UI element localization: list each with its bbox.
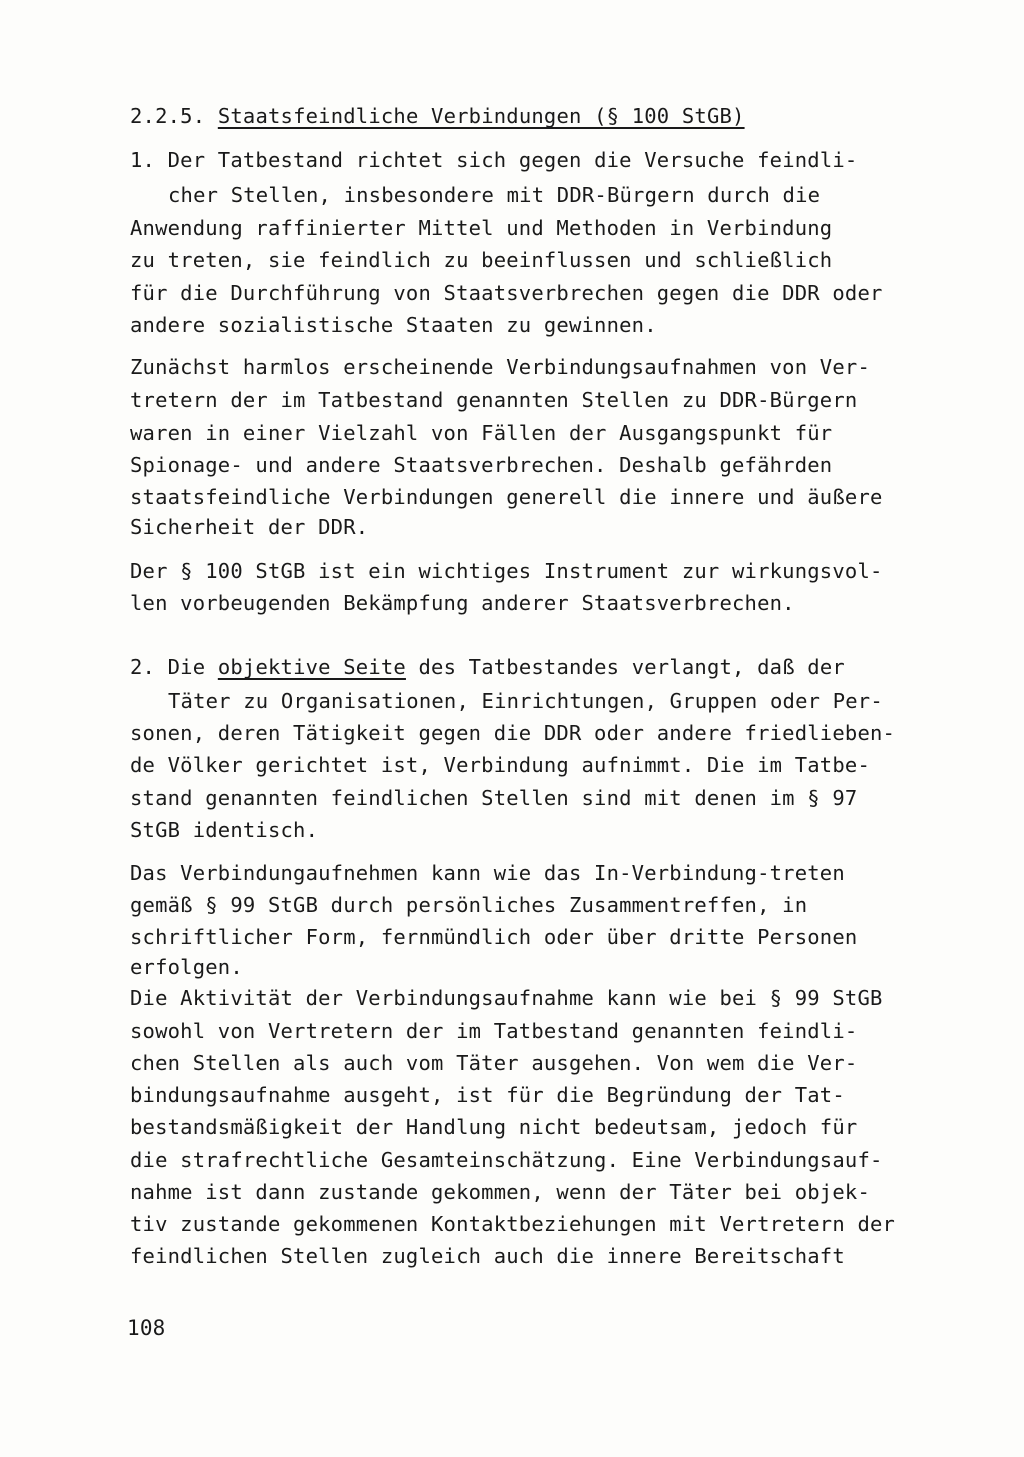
p4-line-4: de Völker gerichtet ist, Verbindung aufnimmt. Die im Tatbe- bbox=[130, 753, 870, 777]
emphasis-objektive-seite: objektive Seite bbox=[217, 655, 406, 679]
p1-line-5: für die Durchführung von Staatsverbrechen gegen die DDR oder bbox=[130, 281, 883, 305]
p5-line-4: erfolgen. bbox=[130, 955, 243, 979]
p3-line-1: Der § 100 StGB ist ein wichtiges Instrument zur wirkungsvol- bbox=[130, 559, 883, 583]
p1-line-4: zu treten, sie feindlich zu beeinflussen und schließlich bbox=[130, 248, 833, 272]
p4-line-3: sonen, deren Tätigkeit gegen die DDR oder andere friedlieben- bbox=[130, 721, 896, 745]
p2-line-6: Sicherheit der DDR. bbox=[130, 515, 369, 539]
p4-line-5: stand genannten feindlichen Stellen sind mit denen im § 97 bbox=[130, 786, 858, 810]
p5-line-3: schriftlicher Form, fernmündlich oder über dritte Personen bbox=[130, 925, 858, 949]
p4-line-1: 2. Die objektive Seite des Tatbestandes verlangt, daß der bbox=[130, 655, 845, 679]
p6-line-6: die strafrechtliche Gesamteinschätzung. Eine Verbindungsauf- bbox=[130, 1148, 883, 1172]
p6-line-2: sowohl von Vertretern der im Tatbestand genannten feindli- bbox=[130, 1019, 858, 1043]
p6-line-7: nahme ist dann zustande gekommen, wenn der Täter bei objek- bbox=[130, 1180, 870, 1204]
section-number: 2.2.5. bbox=[130, 104, 206, 128]
page-number: 108 bbox=[127, 1316, 166, 1340]
p5-line-2: gemäß § 99 StGB durch persönliches Zusammentreffen, in bbox=[130, 893, 808, 917]
section-title: Staatsfeindliche Verbindungen (§ 100 StGB) bbox=[217, 104, 745, 128]
p6-line-9: feindlichen Stellen zugleich auch die innere Bereitschaft bbox=[130, 1244, 845, 1268]
p2-line-3: waren in einer Vielzahl von Fällen der Ausgangspunkt für bbox=[130, 421, 833, 445]
p1-line-6: andere sozialistische Staaten zu gewinnen. bbox=[130, 313, 657, 337]
p1-line-3: Anwendung raffinierter Mittel und Methoden in Verbindung bbox=[130, 216, 833, 240]
p1-line-1: 1. Der Tatbestand richtet sich gegen die Versuche feindli- bbox=[130, 148, 858, 172]
p6-line-5: bestandsmäßigkeit der Handlung nicht bedeutsam, jedoch für bbox=[130, 1115, 858, 1139]
section-heading bbox=[130, 101, 745, 131]
p6-line-8: tiv zustande gekommenen Kontaktbeziehungen mit Vertretern der bbox=[130, 1212, 896, 1236]
p4-marker: 2. bbox=[130, 655, 156, 679]
p6-line-3: chen Stellen als auch vom Täter ausgehen. Von wem die Ver- bbox=[130, 1051, 858, 1075]
p1-marker: 1. bbox=[130, 148, 156, 172]
p4-line-6: StGB identisch. bbox=[130, 818, 319, 842]
p2-line-2: tretern der im Tatbestand genannten Stellen zu DDR-Bürgern bbox=[130, 388, 858, 412]
p4-line-2: Täter zu Organisationen, Einrichtungen, Gruppen oder Per- bbox=[168, 689, 883, 713]
p2-line-4: Spionage- und andere Staatsverbrechen. Deshalb gefährden bbox=[130, 453, 833, 477]
p5-line-1: Das Verbindungaufnehmen kann wie das In-Verbindung-treten bbox=[130, 861, 845, 885]
p6-line-4: bindungsaufnahme ausgeht, ist für die Begründung der Tat- bbox=[130, 1083, 845, 1107]
p2-line-1: Zunächst harmlos erscheinende Verbindungsaufnahmen von Ver- bbox=[130, 355, 870, 379]
p3-line-2: len vorbeugenden Bekämpfung anderer Staatsverbrechen. bbox=[130, 591, 795, 615]
p6-line-1: Die Aktivität der Verbindungsaufnahme kann wie bei § 99 StGB bbox=[130, 986, 883, 1010]
p2-line-5: staatsfeindliche Verbindungen generell die innere und äußere bbox=[130, 485, 883, 509]
p1-line-2: cher Stellen, insbesondere mit DDR-Bürgern durch die bbox=[168, 183, 821, 207]
